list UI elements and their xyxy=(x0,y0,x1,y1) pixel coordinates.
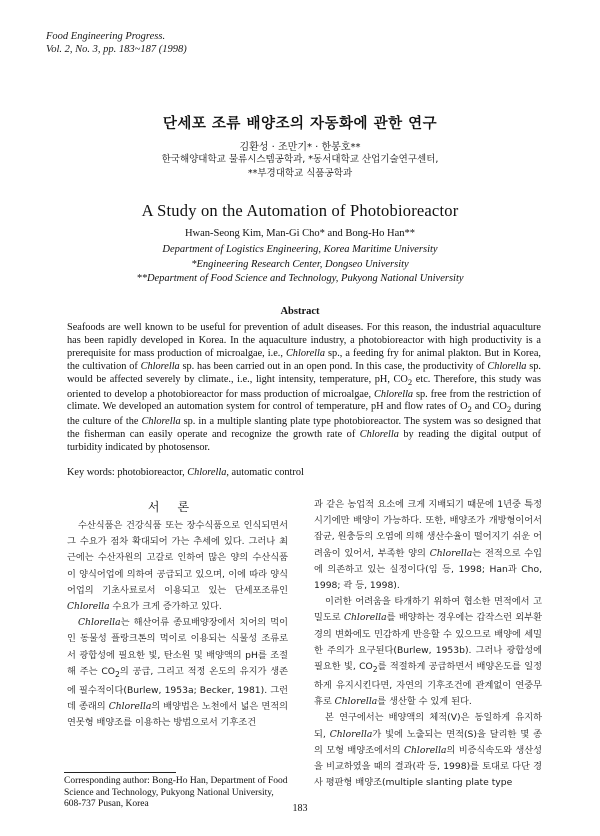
english-affiliations xyxy=(0,243,600,287)
keywords-species: Chlorella xyxy=(187,467,227,478)
abstract-span: sp. would be affected severely by climate., i.e., light intensity, temperature, pH, CO xyxy=(67,360,541,385)
species-name: Chlorella xyxy=(108,701,152,713)
species-name: Chlorella xyxy=(67,601,110,613)
right-column xyxy=(314,497,542,791)
text-span: 는 해산어류 종묘배양장에서 치어의 먹이인 동물성 플랑크톤의 먹이로 이용되는 식물성 조류로서 광합성에 필요한 빛, 탄소원 및 배양액의 pH를 조절해 주는 CO xyxy=(67,617,288,677)
korean-affiliation-line: 한국해양대학교 물류시스템공학과, *동서대학교 산업기술연구센터, xyxy=(161,154,439,165)
text-span: 의 비증식속도와 생산성을 비교하였을 때의 결과(곽 등, 1998)를 토대로 다단 경사 평판형 배양조(multiple slanting plate type xyxy=(314,744,543,789)
subscript: 2 xyxy=(115,669,120,679)
keywords-suffix: , automatic control xyxy=(226,467,304,478)
text-span: 가 빛에 노출되는 면적(S)을 달리한 몇 종의 모형 배양조에서의 xyxy=(314,728,542,756)
abstract-span: and CO xyxy=(471,401,507,413)
abstract-species: Chlorella xyxy=(359,429,399,441)
abstract-subscript: 2 xyxy=(407,376,413,387)
text-span: 의 공급, 그리고 적정 온도의 유지가 생존에 필수적이다(Burlew, 1953a; Becker, 1981). 그런데 종래의 xyxy=(67,665,288,713)
paragraph xyxy=(314,710,542,791)
abstract-species: Chlorella xyxy=(373,388,414,400)
footnote-divider xyxy=(64,772,176,773)
text-span: 를 생산할 수 있게 된다. xyxy=(377,696,472,708)
abstract-subscript: 2 xyxy=(506,404,512,415)
abstract-species: Chlorella xyxy=(141,416,181,428)
text-span: 과 같은 농업적 요소에 크게 지배되기 때문에 1년중 특정 시기에만 배양이 가능하다. 또한, 배양조가 개방형이어서 잡균, 원충등의 오염에 의해 생산수율이 떨어지기 쉬운 어려움이 있어서, 부족한 양의 xyxy=(314,499,542,559)
abstract-span: sp. in a multiple slanting plate type photobioreactor. The system was so designed that the fisherman can easily operate and recognize the growth rate of xyxy=(67,416,541,441)
text-span: 수요가 크게 증가하고 있다. xyxy=(109,601,222,613)
species-name: Chlorella xyxy=(343,612,387,624)
abstract-subscript: 2 xyxy=(467,404,472,415)
left-column xyxy=(67,518,288,731)
text-span: 이러한 어려움을 타개하기 위하여 협소한 면적에서 고밀도로 xyxy=(314,596,542,624)
abstract-span: by reading the digital output of turbidity indicated by photosensor. xyxy=(67,429,541,454)
species-name: Chlorella xyxy=(403,744,447,756)
section-heading-introduction: 서론 xyxy=(147,500,208,514)
species-name: Chlorella xyxy=(78,617,121,629)
abstract-span: during the culture of the xyxy=(67,401,541,428)
abstract-span: etc. Therefore, this study was oriented to develop a photobioreactor for mass production of microalgae, xyxy=(67,373,542,400)
species-name: Chlorella xyxy=(334,696,378,708)
korean-title: 단세포 조류 배양조의 자동화에 관한 연구 xyxy=(162,116,438,132)
abstract-text xyxy=(67,322,541,455)
journal-name: Food Engineering Progress. xyxy=(46,31,166,42)
korean-affiliations xyxy=(0,153,600,181)
text-span: 는 전적으로 수입에 의존하고 있는 실정이다(임 등, 1998; Han과 Cho, 1998; 곽 등, 1998). xyxy=(314,547,542,592)
subscript: 2 xyxy=(372,664,378,674)
text-span: 를 배양하는 경우에는 갑작스런 외부환경의 변화에도 민감하게 반응할 수 있으므로 배양에 세밀한 주의가 요구된다(Burlew, 1953b). 그러나 광합성에 필요한 빛, CO xyxy=(314,612,543,673)
abstract-span: sp. free from the restriction of climate. We developed an automation system for control of temperature, pH and flow rates of O xyxy=(67,388,541,413)
korean-affiliation-line: **부경대학교 식품공학과 xyxy=(247,168,353,179)
journal-citation xyxy=(46,30,187,56)
keywords-prefix: Key words: photobioreactor, xyxy=(67,467,188,478)
species-name: Chlorella xyxy=(329,728,373,740)
text-span: 의 배양법은 노천에서 넓은 면적의 연못형 배양조를 이용하는 방법으로서 기후조건 xyxy=(67,701,289,729)
paragraph xyxy=(314,594,542,710)
abstract-heading: Abstract xyxy=(280,306,320,317)
paragraph xyxy=(67,615,288,731)
english-affiliation-line: *Engineering Research Center, Dongseo University xyxy=(191,258,409,270)
text-span: 수산식품은 건강식품 또는 장수식품으로 인식되면서 그 수요가 점차 확대되어 가는 추세에 있다. 그러나 최근에는 수산자원의 고갈로 인하여 많은 양의 수산식품이 양식어업에 의하여 공급되고 있으며, 이에 따라 양식어업의 기초사료로서 이용되고 있는 단세포조류인 xyxy=(67,520,288,596)
english-title: A Study on the Automation of Photobioreactor xyxy=(141,201,459,220)
journal-volume: Vol. 2, No. 3, pp. 183~187 (1998) xyxy=(46,44,187,55)
abstract-span: sp., a feeding fry for animal plakton. But in Korea, the cultivation of xyxy=(67,347,541,372)
paragraph xyxy=(67,518,288,615)
corresponding-author-footnote: Corresponding author: Bong-Ho Han, Department of Food Science and Technology, Pukyong National University, 608-737 Pusan, Korea xyxy=(64,776,288,809)
korean-authors: 김환성 · 조만기* · 한봉호** xyxy=(239,142,361,153)
species-name: Chlorella xyxy=(429,547,473,559)
english-affiliation-line: Department of Logistics Engineering, Korea Maritime University xyxy=(162,244,438,255)
abstract-species: Chlorella xyxy=(487,360,527,372)
keywords xyxy=(67,467,541,478)
abstract-span: sp. has been carried out in an open pond. In this case, the productivity of xyxy=(179,360,488,372)
abstract-species: Chlorella xyxy=(285,347,326,359)
english-authors: Hwan-Seong Kim, Man-Gi Cho* and Bong-Ho Han** xyxy=(184,228,416,239)
text-span: 를 적절하게 공급하면서 배양온도를 일정하게 유지시킨다면, 자연의 기후조건에 관계없이 연중무휴로 xyxy=(314,661,542,708)
page-number: 183 xyxy=(292,803,308,814)
text-span: 본 연구에서는 배양액의 체적(V)은 동일하게 유지하되, xyxy=(314,712,542,740)
abstract-span: Seafoods are well known to be useful for prevention of adult diseases. For this reason, the industrial aquaculture has been rapidly developed in Korea. In the aquaculture industry, a photobioreactor with high productivity is a prerequisite for mass production of microalgae, i.e., xyxy=(67,322,541,359)
abstract-species: Chlorella xyxy=(140,360,180,372)
paragraph xyxy=(314,497,542,594)
english-affiliation-line: **Department of Food Science and Technology, Pukyong National University xyxy=(136,273,464,284)
